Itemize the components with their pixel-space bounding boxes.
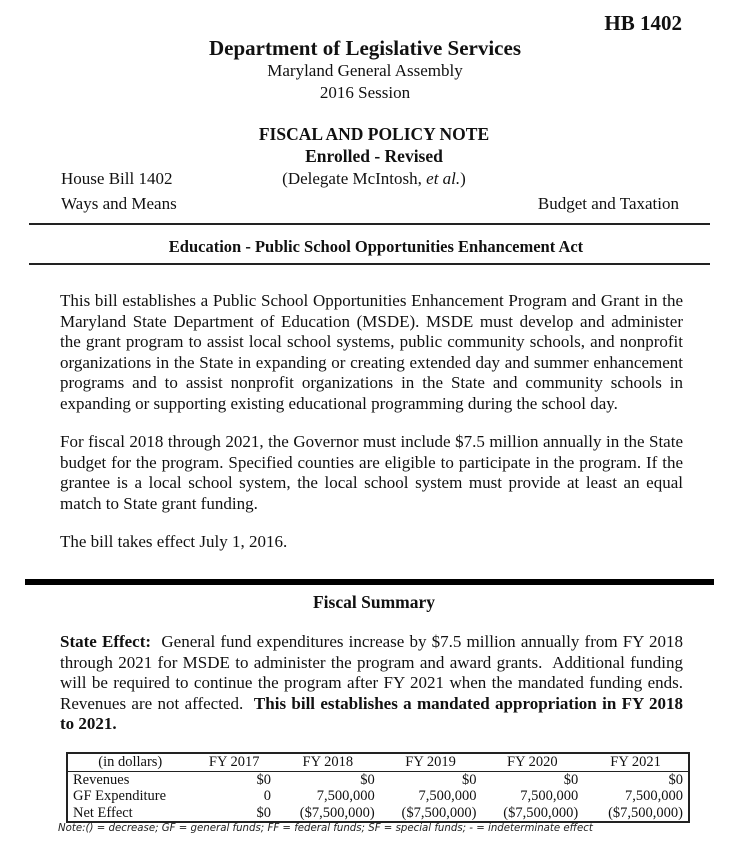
table-cell: $0 bbox=[563, 771, 579, 788]
bill-number: HB 1402 bbox=[604, 11, 682, 35]
table-cell: 7,500,000 bbox=[316, 788, 375, 804]
bill-title: Education - Public School Opportunities Enhancement Act bbox=[168, 237, 584, 256]
title-rule-bottom bbox=[29, 263, 710, 265]
sponsor-suffix: ) bbox=[460, 169, 466, 188]
bill-label: House Bill 1402 bbox=[61, 169, 173, 188]
sponsor-et-al: et al. bbox=[426, 169, 461, 188]
table-cell: 7,500,000 bbox=[418, 788, 477, 804]
department-title: Department of Legislative Services bbox=[209, 36, 521, 60]
summary-paragraph: This bill establishes a Public School Opportunities Enhancement Program and Grant in the Maryland State Department of Education (MSDE). MSDE must develop and administer the grant program to assist local school systems, public community schools, and nonprofit organizations in the State in expanding or creating extended day and summer enhancement programs and to assist nonprofit organizations in the State and community schools in expanding or supporting existing educational programming during the school day. bbox=[60, 291, 683, 413]
table-cell: $0 bbox=[461, 771, 477, 788]
state-effect-emphasis: This bill establishes a mandated appropriation in FY 2018 to 2021. bbox=[60, 693, 683, 734]
senate-committee: Budget and Taxation bbox=[537, 194, 679, 213]
column-header: FY 2018 bbox=[276, 753, 380, 771]
assembly-name: Maryland General Assembly bbox=[267, 61, 463, 80]
sponsor-prefix: (Delegate McIntosh, bbox=[282, 169, 427, 188]
table-row bbox=[67, 805, 689, 823]
column-header: FY 2019 bbox=[380, 753, 482, 771]
title-rule-top bbox=[29, 223, 710, 225]
column-header: FY 2017 bbox=[193, 753, 276, 771]
table-cell: $0 bbox=[360, 771, 375, 788]
table-footnote: Note:() = decrease; GF = general funds; FF = federal funds; SF = special funds; - = indeterminate effect bbox=[58, 823, 593, 834]
section-divider bbox=[25, 579, 714, 585]
table-row bbox=[67, 788, 689, 805]
table-cell: $0 bbox=[256, 804, 271, 821]
state-effect-paragraph bbox=[60, 632, 688, 735]
table-cell: 7,500,000 bbox=[625, 788, 683, 804]
table-cell: 0 bbox=[263, 788, 271, 804]
table-cell: $0 bbox=[668, 771, 683, 788]
fiscal-table bbox=[66, 752, 690, 823]
table-cell: ($7,500,000) bbox=[299, 804, 375, 821]
session-label: 2016 Session bbox=[319, 83, 411, 102]
table-cell: ($7,500,000) bbox=[608, 804, 683, 821]
house-committee: Ways and Means bbox=[61, 194, 177, 213]
table-cell: ($7,500,000) bbox=[503, 804, 579, 821]
row-label: GF Expenditure bbox=[73, 788, 167, 804]
effective-date-paragraph: The bill takes effect July 1, 2016. bbox=[60, 532, 288, 551]
row-label: Revenues bbox=[73, 771, 130, 788]
fiscal-summary-heading: Fiscal Summary bbox=[312, 592, 435, 612]
row-label: Net Effect bbox=[73, 804, 133, 821]
table-row bbox=[67, 771, 689, 788]
summary-paragraph: For fiscal 2018 through 2021, the Governor must include $7.5 million annually in the State budget for the program. Specified counties are eligible to participate in the program. If the grantee is a local school system, the local school system must provide at least an equal match to State grant funding. bbox=[60, 432, 683, 513]
column-header: FY 2020 bbox=[481, 753, 583, 771]
table-cell: 7,500,000 bbox=[520, 788, 579, 804]
state-effect-text: General fund expenditures increase by $7.5 million annually from FY 2018 through 2021 for MSDE to administer the program and award grants. Additional funding will be required to continue the program after FY 2021 when the mandated funding ends. Revenues are not affected. bbox=[60, 632, 688, 713]
note-title: FISCAL AND POLICY NOTE bbox=[258, 124, 490, 144]
column-header: FY 2021 bbox=[583, 753, 689, 771]
note-status: Enrolled - Revised bbox=[305, 146, 443, 166]
column-header: (in dollars) bbox=[67, 753, 193, 771]
table-cell: ($7,500,000) bbox=[401, 804, 477, 821]
table-header-row bbox=[67, 753, 689, 771]
table-cell: $0 bbox=[256, 771, 271, 788]
state-effect-label: State Effect: bbox=[60, 632, 152, 651]
